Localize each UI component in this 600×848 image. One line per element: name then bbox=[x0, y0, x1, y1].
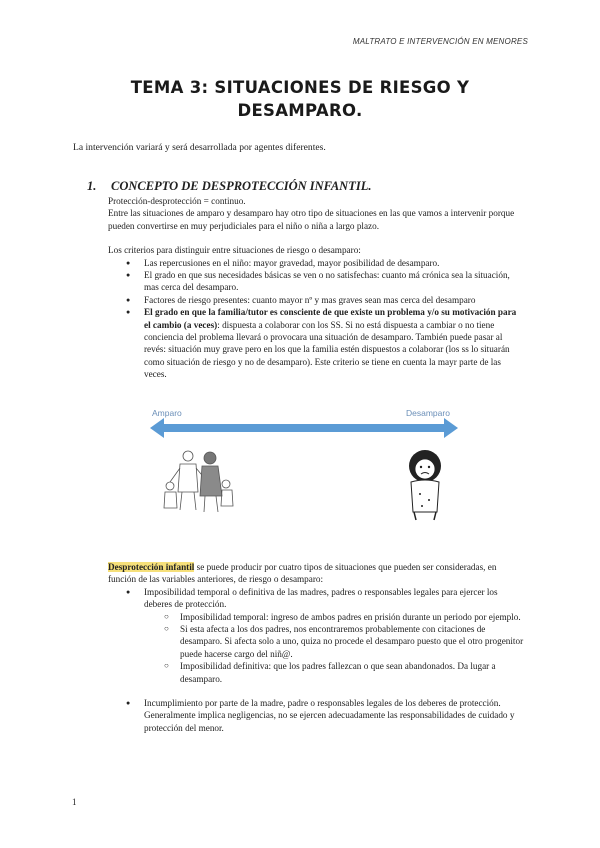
highlighted-term: Desprotección infantil bbox=[108, 562, 195, 572]
intro-paragraph: La intervención variará y será desarrollada por agentes diferentes. bbox=[73, 142, 326, 153]
family-drawing-icon bbox=[164, 451, 233, 512]
list-item: ● Las repercusiones en el niño: mayor gravedad, mayor posibilidad de desamparo. bbox=[108, 257, 524, 269]
page-number: 1 bbox=[72, 797, 77, 807]
list-item: ● El grado en que sus necesidades básicas se ven o no satisfechas: cuanto má crónica sea la situación, mas cerca del desamparo. bbox=[108, 269, 524, 294]
section-title-text: CONCEPTO DE DESPROTECCIÓN INFANTIL. bbox=[111, 179, 372, 193]
title-line-2: DESAMPARO. bbox=[237, 101, 363, 120]
desproteccion-section bbox=[108, 561, 524, 734]
criteria-intro: Los criterios para distinguir entre situaciones de riesgo o desamparo: bbox=[108, 245, 361, 256]
list-item: ● Factores de riesgo presentes: cuanto mayor nº y mas graves sean mas cerca del desamparo bbox=[108, 294, 524, 306]
paragraph-situations: Entre las situaciones de amparo y desamparo hay otro tipo de situaciones en las que vamos a intervenir porque pueden convertirse en muy perjudiciales para el niño o niña a largo plazo. bbox=[108, 208, 515, 231]
desproteccion-paragraph: Desprotección infantil se puede producir por cuatro tipos de situaciones que pueden ser consideradas, en función de las variables anteriores, de riesgo o desamparo: bbox=[108, 562, 497, 585]
criterion-rest: : dispuesta a colaborar con los SS. Si no está dispuesta a cambiar o no tiene conciencia del problema llevará o provocara una situación de desamparo. También puede pasar al revés: situación muy grave pero en los que la familia estén dispuestos a colaborar (los ss lo situarán como situación de riesgo y no de desamparo). Este criterio se tiene en cuenta la mayr parte de las veces. bbox=[144, 319, 510, 380]
paragraph-continuum: Protección-desprotección = continuo. bbox=[108, 196, 246, 206]
page-title bbox=[0, 76, 600, 122]
list-item: ○ Si esta afecta a los dos padres, nos encontraremos probablemente con citaciones de desamparo. Si afecta solo a uno, quiza no procede el desamparo puesto que el otro progenitor puede hacerse cargo del niñ@. bbox=[144, 623, 524, 660]
section-heading bbox=[87, 179, 371, 194]
section-number: 1. bbox=[87, 179, 97, 193]
desamparo-label: Desamparo bbox=[406, 408, 450, 418]
criteria-list bbox=[108, 257, 524, 381]
criterion-bold: El grado en que la familia/tutor es consciente de que existe un problema y/o su motivación para el cambio (a veces) bbox=[144, 307, 517, 330]
list-item: ● Imposibilidad temporal o definitiva de las madres, padres o responsables legales para ejercer los deberes de protección. ○ Imposibilidad temporal: ingreso de ambos padres en prisión durante un periodo por ejemplo. ○ Si esta afecta a los dos padres, nos encontraremos probablemente con citaciones de desamparo. Si afecta solo a uno, quiza no procede el desamparo puesto que el otro progenitor puede hacerse cargo del niñ@. ○ Imposibilidad definitiva: que los padres fallezcan o que sean abandonados. Da lugar a desamparo. bbox=[108, 586, 524, 685]
amparo-label: Amparo bbox=[152, 408, 182, 418]
title-line-1: TEMA 3: SITUACIONES DE RIESGO Y bbox=[130, 78, 470, 97]
sad-child-icon bbox=[409, 450, 441, 520]
situations-list bbox=[108, 586, 524, 734]
sub-list bbox=[144, 611, 524, 685]
amparo-desamparo-diagram bbox=[150, 408, 458, 532]
double-arrow-icon bbox=[150, 418, 458, 438]
list-item: ○ Imposibilidad definitiva: que los padres fallezcan o que sean abandonados. Da lugar a desamparo. bbox=[144, 660, 524, 685]
list-item: ● Incumplimiento por parte de la madre, padre o responsables legales de los deberes de protección. Generalmente implica negligencias, no se ejercen adecuadamente las responsabilidades de cuidado y protección del menor. bbox=[108, 697, 524, 734]
list-item: ○ Imposibilidad temporal: ingreso de ambos padres en prisión durante un periodo por ejemplo. bbox=[144, 611, 524, 623]
section-body bbox=[108, 195, 524, 381]
list-item bbox=[108, 306, 524, 380]
running-header: MALTRATO E INTERVENCIÓN EN MENORES bbox=[352, 37, 528, 46]
diagram-graphic bbox=[150, 408, 458, 532]
